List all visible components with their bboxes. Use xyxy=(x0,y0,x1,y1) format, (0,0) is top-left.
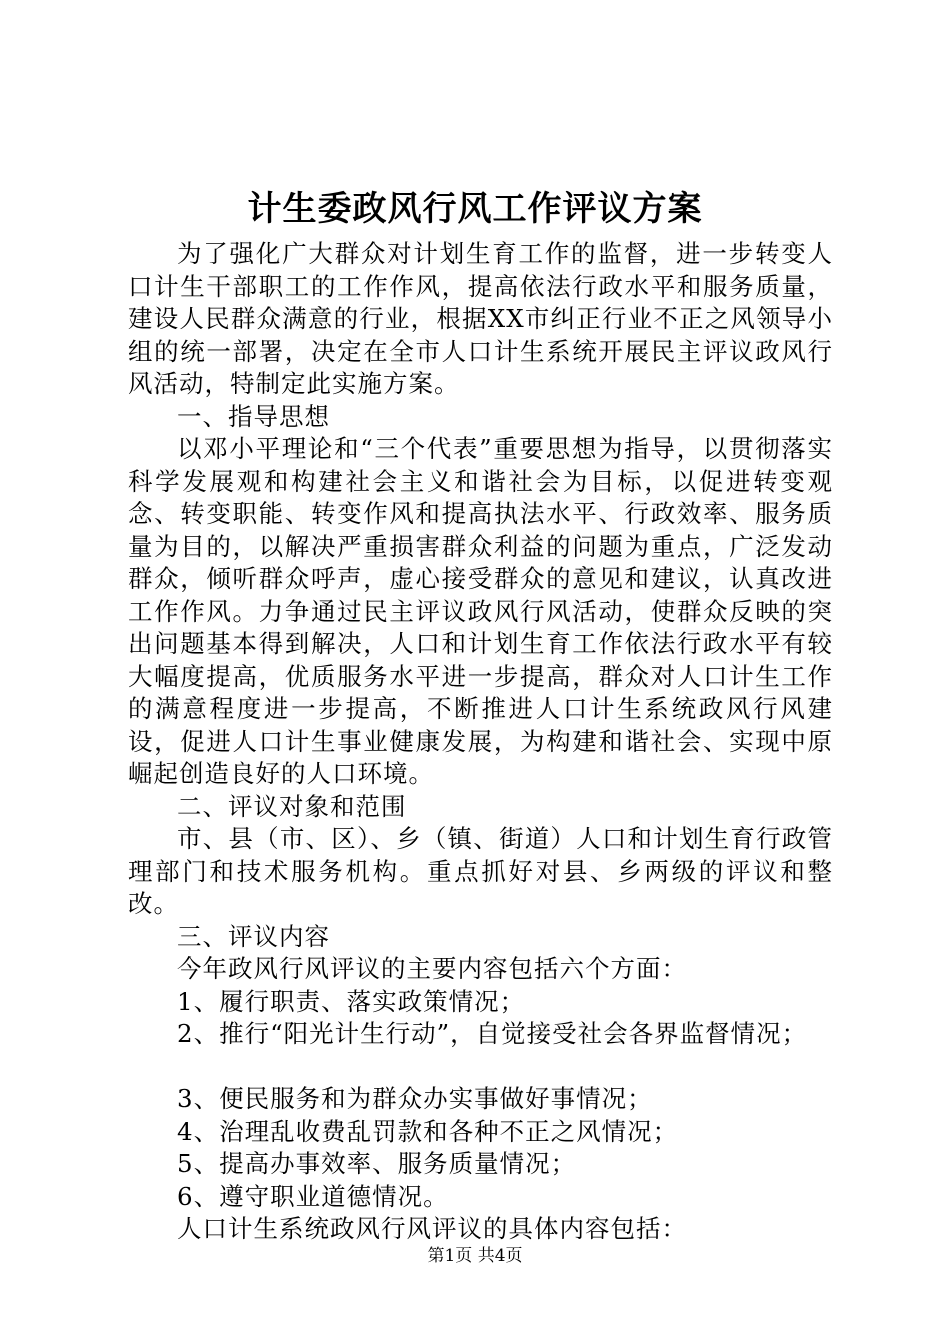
blank-line xyxy=(128,1051,833,1084)
page-number: 第1页 共4页 xyxy=(427,1246,523,1266)
list-item-4: 4、治理乱收费乱罚款和各种不正之风情况； xyxy=(177,1116,679,1146)
list-item-6: 6、遵守职业道德情况。 xyxy=(177,1181,449,1211)
list-item-3: 3、便民服务和为群众办实事做好事情况； xyxy=(177,1084,653,1113)
paragraph-intro: 为了强化广大群众对计划生育工作的监督，进一步转变人口计生干部职工的工作作风，提高依法行政水平和服务质量，建设人民群众满意的行业，根据XX市纠正行业不正之风领导小组的统一部署，决定在全市人口计生系统开展民主评议政风行风活动，特制定此实施方案。 xyxy=(128,239,833,398)
heading-content: 三、评议内容 xyxy=(177,921,330,951)
paragraph-specific-content: 人口计生系统政风行风评议的具体内容包括： xyxy=(177,1214,687,1243)
paragraph-guiding-ideology: 以邓小平理论和“三个代表”重要思想为指导，以贯彻落实科学发展观和构建社会主义和谐社会为目标，以促进转变观念、转变职能、转变作风和提高执法水平、行政效率、服务质量为目的，以解决严重损害群众利益的问题为重点，广泛发动群众，倾听群众呼声，虚心接受群众的意见和建议，认真改进工作作风。力争通过民主评议政风行风活动，使群众反映的突出问题基本得到解决，人口和计划生育工作依法行政水平有较大幅度提高，优质服务水平进一步提高，群众对人口计生工作的满意程度进一步提高，不断推进人口计生系统政风行风建设，促进人口计生事业健康发展，为构建和谐社会、实现中原崛起创造良好的人口环境。 xyxy=(128,434,833,788)
list-item-5: 5、提高办事效率、服务质量情况； xyxy=(177,1149,577,1178)
heading-guiding-ideology: 一、指导思想 xyxy=(177,401,330,431)
list-item-2: 2、推行“阳光计生行动”，自觉接受社会各界监督情况； xyxy=(177,1019,808,1048)
document-title: 计生委政风行风工作评议方案 xyxy=(247,189,703,229)
paragraph-content-intro: 今年政风行风评议的主要内容包括六个方面： xyxy=(177,954,687,983)
list-item-1: 1、履行职责、落实政策情况； xyxy=(177,986,526,1016)
heading-scope: 二、评议对象和范围 xyxy=(177,791,407,821)
document-body xyxy=(128,238,833,1246)
paragraph-scope: 市、县（市、区）、乡（镇、街道）人口和计划生育行政管理部门和技术服务机构。重点抓好对县、乡两级的评议和整改。 xyxy=(128,824,833,918)
